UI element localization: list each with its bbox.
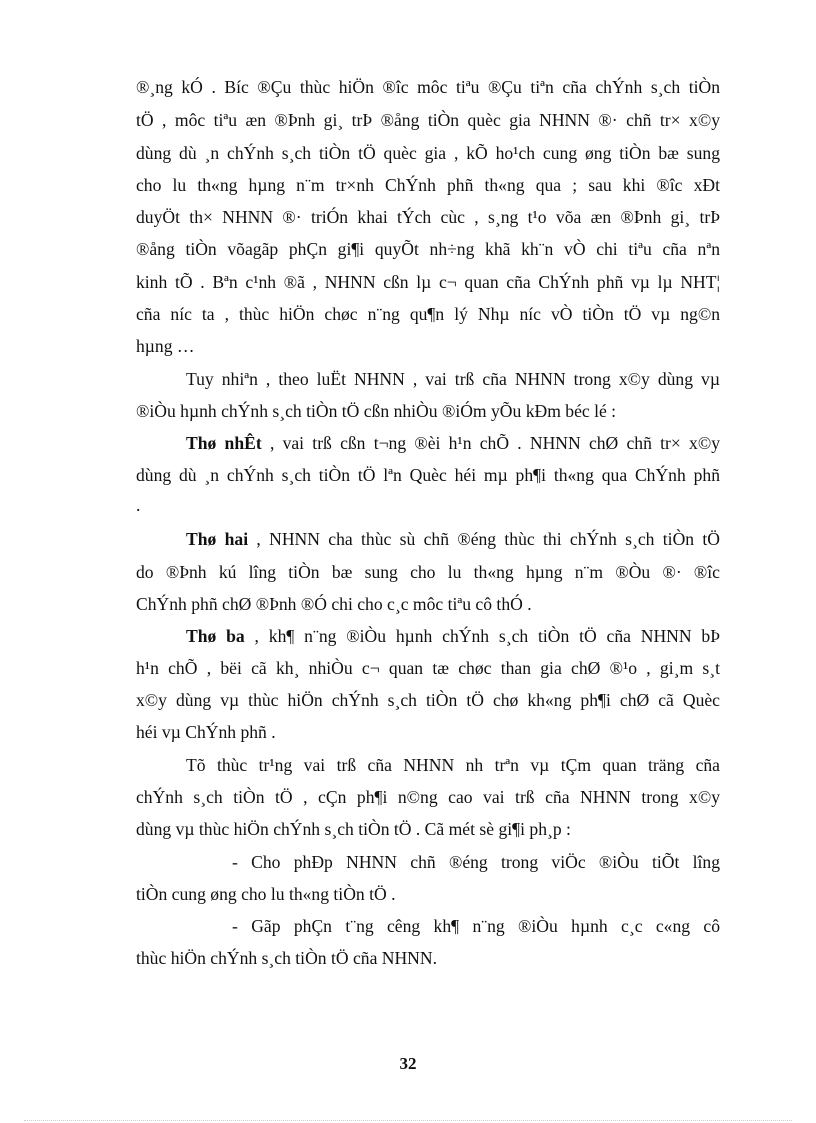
body-line: tiÒn cung øng cho lu th«ng tiÒn tÖ . [136,884,396,904]
body-line: thùc hiÖn chÝnh s¸ch tiÒn tÖ cña NHNN. [136,948,437,968]
body-line: dùng dù ¸n chÝnh s¸ch tiÒn tÖ lªn Quèc héi mµ ph¶i th«ng qua ChÝnh phñ [136,465,720,485]
body-line: kinh tÕ . Bªn c¹nh ®ã , NHNN cßn lµ c¬ quan cña ChÝnh phñ vµ lµ NHT¦ [136,272,720,292]
body-line [186,432,720,454]
section-heading: Thø hai [186,529,249,549]
body-line: dùng dù ¸n chÝnh s¸ch tiÒn tÖ quèc gia , kÕ ho¹ch cung øng tiÒn bæ sung [136,143,720,163]
body-line [186,625,720,647]
body-line [186,528,720,550]
body-line: duyÖt th× NHNN ®· triÓn khai tÝch cùc , s¸ng t¹o võa æn ®Þnh gi¸ trÞ [136,207,720,227]
body-line: ®ång tiÒn võagãp phÇn gi¶i quyÕt nh÷ng khã kh¨n vÒ chi tiªu cña nªn [136,239,720,259]
body-line: Tõ thùc tr¹ng vai trß cña NHNN nh trªn vµ tÇm quan träng cña [186,755,720,775]
footer-divider [24,1120,792,1121]
body-line: hµng … [136,336,195,356]
body-text: , vai trß cßn t¬ng ®èi h¹n chÕ . NHNN chØ chñ tr× x©y [261,433,720,453]
body-line: dùng vµ thùc hiÖn chÝnh s¸ch tiÒn tÖ . Cã mét sè gi¶i ph¸p : [136,819,571,839]
body-line: ®iÒu hµnh chÝnh s¸ch tiÒn tÖ cßn nhiÒu ®iÓm yÕu kÐm béc lé : [136,401,617,421]
body-line: ChÝnh phñ chØ ®Þnh ®Ó chi cho c¸c môc tiªu cô thÓ . [136,594,532,614]
body-line: Tuy nhiªn , theo luËt NHNN , vai trß cña NHNN trong x©y dùng vµ [186,369,720,389]
section-heading: Thø nhÊt [186,433,262,453]
list-item: - Gãp phÇn t¨ng cêng kh¶ n¨ng ®iÒu hµnh c¸c c«ng cô [232,916,720,936]
section-heading: Thø ba [186,626,245,646]
body-line: h¹n chÕ , bëi cã kh¸ nhiÒu c¬ quan tæ chøc than gia chØ ®¹o , gi¸m s¸t [136,658,720,678]
body-line: x©y dùng vµ thùc hiÖn chÝnh s¸ch tiÒn tÖ chø kh«ng ph¶i chØ cã Quèc [136,690,720,710]
body-line: ®¸ng kÓ . Bíc ®Çu thùc hiÖn ®îc môc tiªu ®Çu tiªn cña chÝnh s¸ch tiÒn [136,77,720,97]
body-text: , kh¶ n¨ng ®iÒu hµnh chÝnh s¸ch tiÒn tÖ cña NHNN bÞ [244,626,720,646]
body-line: . [136,495,141,515]
page-number: 32 [399,1054,417,1073]
body-line: chÝnh s¸ch tiÒn tÖ , cÇn ph¶i n©ng cao vai trß cña NHNN trong x©y [136,787,720,807]
body-line: héi vµ ChÝnh phñ . [136,722,276,742]
body-text: , NHNN cha thùc sù chñ ®éng thùc thi chÝnh s¸ch tiÒn tÖ [248,529,720,549]
list-item: - Cho phÐp NHNN chñ ®éng trong viÖc ®iÒu tiÕt lîng [232,852,720,872]
body-line: cña níc ta , thùc hiÖn chøc n¨ng qu¶n lý Nhµ níc vÒ tiÒn tÖ vµ ng©n [136,304,720,324]
body-line: cho lu th«ng hµng n¨m tr×nh ChÝnh phñ th«ng qua ; sau khi ®îc xÐt [136,175,720,195]
body-line: tÖ , môc tiªu æn ®Þnh gi¸ trÞ ®ång tiÒn quèc gia NHNN ®· chñ tr× x©y [136,110,720,130]
body-line: do ®Þnh kú lîng tiÒn bæ sung cho lu th«ng hµng n¨m ®Òu ®· ®îc [136,562,720,582]
